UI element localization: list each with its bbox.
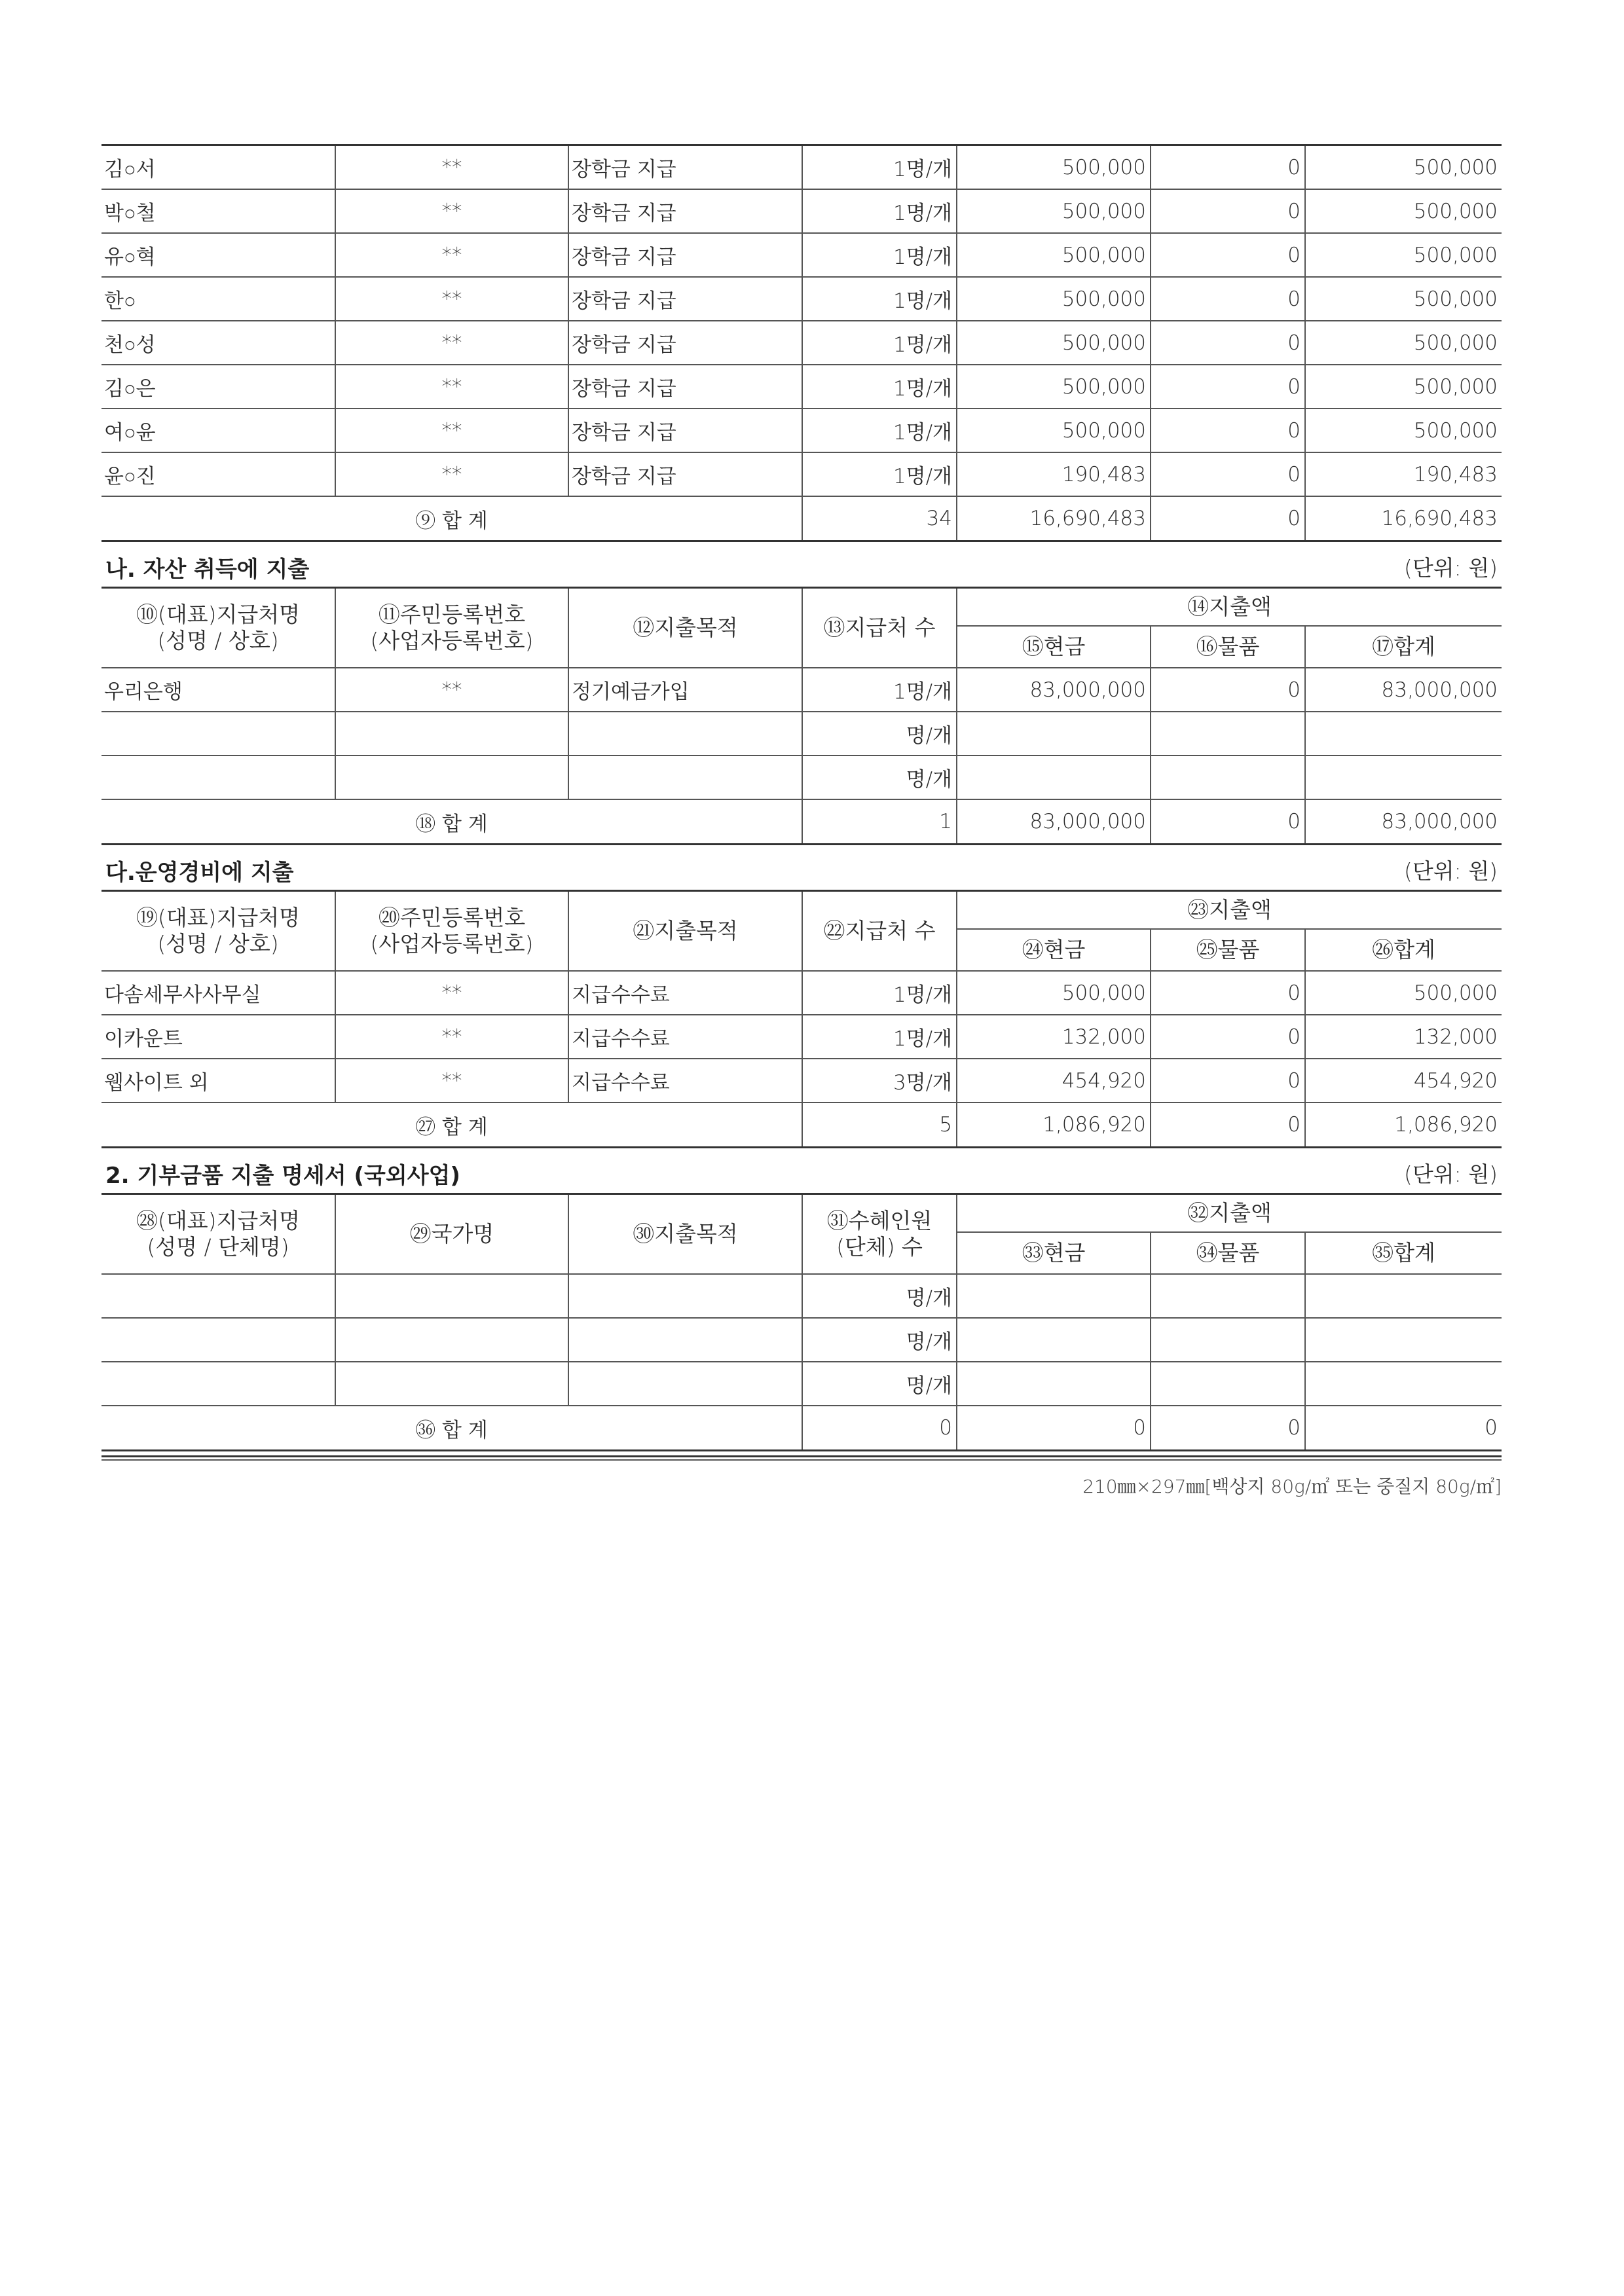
regno-cell: ** bbox=[335, 1059, 568, 1102]
table-row bbox=[101, 321, 1502, 365]
payee-cell: 윤○진 bbox=[101, 452, 335, 496]
purpose-cell: 장학금 지급 bbox=[568, 321, 802, 365]
goods-cell bbox=[1151, 1362, 1305, 1406]
sum-total: 83,000,000 bbox=[1305, 799, 1502, 845]
payee-cell: 김○서 bbox=[101, 145, 335, 190]
sum-row bbox=[101, 1102, 1502, 1148]
sum-total: 0 bbox=[1305, 1406, 1502, 1451]
payee-cell: 유○혁 bbox=[101, 233, 335, 277]
purpose-cell: 장학금 지급 bbox=[568, 189, 802, 233]
sum-goods: 0 bbox=[1151, 1102, 1305, 1148]
cash-cell: 190,483 bbox=[957, 452, 1151, 496]
overseas-header-cash: ㉝현금 bbox=[957, 1232, 1151, 1274]
goods-cell: 0 bbox=[1151, 321, 1305, 365]
cash-cell: 454,920 bbox=[957, 1059, 1151, 1102]
cash-cell: 500,000 bbox=[957, 189, 1151, 233]
document-sheet bbox=[101, 144, 1502, 1500]
overseas-header-count: ㉛수혜인원 (단체) 수 bbox=[802, 1194, 957, 1275]
regno-cell: ** bbox=[335, 277, 568, 321]
payee-cell bbox=[101, 1274, 335, 1318]
goods-cell: 0 bbox=[1151, 365, 1305, 409]
count-cell: 1명/개 bbox=[802, 145, 957, 190]
goods-cell bbox=[1151, 756, 1305, 799]
operating-header-regno: ⑳주민등록번호 (사업자등록번호) bbox=[335, 891, 568, 972]
payee-cell: 한○ bbox=[101, 277, 335, 321]
operating-header-goods: ㉕물품 bbox=[1151, 929, 1305, 971]
cash-cell: 500,000 bbox=[957, 233, 1151, 277]
goods-cell: 0 bbox=[1151, 189, 1305, 233]
overseas-header-amount: ㉜지출액 bbox=[957, 1194, 1502, 1233]
count-cell: 1명/개 bbox=[802, 189, 957, 233]
asset-header-amount: ⑭지출액 bbox=[957, 588, 1502, 627]
operating-header-purpose: ㉑지출목적 bbox=[568, 891, 802, 972]
table-row bbox=[101, 1274, 1502, 1318]
purpose-cell bbox=[568, 712, 802, 756]
count-cell: 명/개 bbox=[802, 1274, 957, 1318]
asset-acquisition-table bbox=[101, 587, 1502, 845]
payee-cell: 웹사이트 외 bbox=[101, 1059, 335, 1102]
asset-section-title: 나. 자산 취득에 지출 bbox=[105, 556, 310, 583]
domestic-payments-table bbox=[101, 144, 1502, 542]
sum-row bbox=[101, 799, 1502, 845]
table-row bbox=[101, 233, 1502, 277]
payee-cell bbox=[101, 756, 335, 799]
goods-cell: 0 bbox=[1151, 1059, 1305, 1102]
count-cell: 1명/개 bbox=[802, 321, 957, 365]
count-cell: 명/개 bbox=[802, 1318, 957, 1362]
total-cell: 83,000,000 bbox=[1305, 668, 1502, 712]
table-row bbox=[101, 756, 1502, 799]
payee-cell: 우리은행 bbox=[101, 668, 335, 712]
goods-cell bbox=[1151, 1274, 1305, 1318]
cash-cell: 132,000 bbox=[957, 1015, 1151, 1059]
overseas-header-country: ㉙국가명 bbox=[335, 1194, 568, 1275]
sum-row bbox=[101, 496, 1502, 541]
cash-cell: 500,000 bbox=[957, 145, 1151, 190]
sum-label: ㉗ 합 계 bbox=[101, 1102, 802, 1148]
sum-label: ㊱ 합 계 bbox=[101, 1406, 802, 1451]
purpose-cell bbox=[568, 1362, 802, 1406]
regno-cell: ** bbox=[335, 668, 568, 712]
asset-header-count: ⑬지급처 수 bbox=[802, 588, 957, 668]
total-cell: 500,000 bbox=[1305, 189, 1502, 233]
overseas-section-title: 2. 기부금품 지출 명세서 (국외사업) bbox=[105, 1163, 460, 1189]
purpose-cell: 장학금 지급 bbox=[568, 409, 802, 452]
cash-cell bbox=[957, 756, 1151, 799]
payee-cell bbox=[101, 712, 335, 756]
sum-cash: 16,690,483 bbox=[957, 496, 1151, 541]
table-row bbox=[101, 365, 1502, 409]
asset-header-cash: ⑮현금 bbox=[957, 626, 1151, 668]
table-row bbox=[101, 189, 1502, 233]
overseas-header-goods: ㉞물품 bbox=[1151, 1232, 1305, 1274]
total-cell: 500,000 bbox=[1305, 277, 1502, 321]
asset-header-total: ⑰합계 bbox=[1305, 626, 1502, 668]
cash-cell: 83,000,000 bbox=[957, 668, 1151, 712]
cash-cell bbox=[957, 1318, 1151, 1362]
regno-cell: ** bbox=[335, 1015, 568, 1059]
purpose-cell: 장학금 지급 bbox=[568, 365, 802, 409]
payee-cell: 이카운트 bbox=[101, 1015, 335, 1059]
goods-cell: 0 bbox=[1151, 668, 1305, 712]
purpose-cell: 지급수수료 bbox=[568, 1015, 802, 1059]
table-row bbox=[101, 668, 1502, 712]
purpose-cell bbox=[568, 1274, 802, 1318]
purpose-cell: 장학금 지급 bbox=[568, 233, 802, 277]
count-cell: 1명/개 bbox=[802, 452, 957, 496]
regno-cell: ** bbox=[335, 189, 568, 233]
operating-expense-table bbox=[101, 890, 1502, 1148]
operating-section-title: 다.운영경비에 지출 bbox=[105, 860, 294, 886]
country-cell bbox=[335, 1318, 568, 1362]
goods-cell bbox=[1151, 712, 1305, 756]
total-cell: 500,000 bbox=[1305, 365, 1502, 409]
sum-goods: 0 bbox=[1151, 799, 1305, 845]
cash-cell: 500,000 bbox=[957, 277, 1151, 321]
country-cell bbox=[335, 1362, 568, 1406]
asset-unit-label: (단위: 원) bbox=[1404, 555, 1498, 581]
sum-label: ⑨ 합 계 bbox=[101, 496, 802, 541]
sum-goods: 0 bbox=[1151, 1406, 1305, 1451]
sum-label: ⑱ 합 계 bbox=[101, 799, 802, 845]
total-cell: 500,000 bbox=[1305, 233, 1502, 277]
total-cell: 454,920 bbox=[1305, 1059, 1502, 1102]
table-row bbox=[101, 409, 1502, 452]
operating-section-heading bbox=[101, 845, 1502, 890]
table-row bbox=[101, 1059, 1502, 1102]
total-cell: 132,000 bbox=[1305, 1015, 1502, 1059]
asset-section-heading bbox=[101, 542, 1502, 587]
table-row bbox=[101, 277, 1502, 321]
asset-header-goods: ⑯물품 bbox=[1151, 626, 1305, 668]
goods-cell: 0 bbox=[1151, 233, 1305, 277]
asset-header-payee: ⑩(대표)지급처명 (성명 / 상호) bbox=[101, 588, 335, 668]
operating-header-count: ㉒지급처 수 bbox=[802, 891, 957, 972]
sum-count: 0 bbox=[802, 1406, 957, 1451]
count-cell: 1명/개 bbox=[802, 668, 957, 712]
regno-cell: ** bbox=[335, 452, 568, 496]
sum-count: 1 bbox=[802, 799, 957, 845]
sum-count: 5 bbox=[802, 1102, 957, 1148]
goods-cell bbox=[1151, 1318, 1305, 1362]
operating-header-amount: ㉓지출액 bbox=[957, 891, 1502, 930]
total-cell bbox=[1305, 756, 1502, 799]
regno-cell: ** bbox=[335, 971, 568, 1015]
count-cell: 1명/개 bbox=[802, 365, 957, 409]
regno-cell: ** bbox=[335, 233, 568, 277]
regno-cell: ** bbox=[335, 365, 568, 409]
regno-cell: ** bbox=[335, 409, 568, 452]
total-cell: 500,000 bbox=[1305, 321, 1502, 365]
cash-cell: 500,000 bbox=[957, 321, 1151, 365]
total-cell bbox=[1305, 712, 1502, 756]
goods-cell: 0 bbox=[1151, 971, 1305, 1015]
table-row bbox=[101, 452, 1502, 496]
country-cell bbox=[335, 1274, 568, 1318]
total-cell bbox=[1305, 1318, 1502, 1362]
regno-cell: ** bbox=[335, 321, 568, 365]
payee-cell: 박○철 bbox=[101, 189, 335, 233]
cash-cell: 500,000 bbox=[957, 365, 1151, 409]
count-cell: 1명/개 bbox=[802, 277, 957, 321]
table-row bbox=[101, 1318, 1502, 1362]
cash-cell bbox=[957, 1362, 1151, 1406]
count-cell: 명/개 bbox=[802, 712, 957, 756]
overseas-section-heading bbox=[101, 1148, 1502, 1193]
payee-cell bbox=[101, 1318, 335, 1362]
overseas-header-purpose: ㉚지출목적 bbox=[568, 1194, 802, 1275]
purpose-cell: 지급수수료 bbox=[568, 971, 802, 1015]
table-row bbox=[101, 145, 1502, 190]
asset-header-purpose: ⑫지출목적 bbox=[568, 588, 802, 668]
total-cell: 190,483 bbox=[1305, 452, 1502, 496]
asset-header-regno: ⑪주민등록번호 (사업자등록번호) bbox=[335, 588, 568, 668]
goods-cell: 0 bbox=[1151, 409, 1305, 452]
count-cell: 3명/개 bbox=[802, 1059, 957, 1102]
sum-total: 16,690,483 bbox=[1305, 496, 1502, 541]
cash-cell: 500,000 bbox=[957, 971, 1151, 1015]
regno-cell bbox=[335, 712, 568, 756]
payee-cell: 여○윤 bbox=[101, 409, 335, 452]
operating-header-cash: ㉔현금 bbox=[957, 929, 1151, 971]
purpose-cell bbox=[568, 756, 802, 799]
regno-cell bbox=[335, 756, 568, 799]
purpose-cell: 장학금 지급 bbox=[568, 277, 802, 321]
payee-cell: 김○은 bbox=[101, 365, 335, 409]
paper-spec-note: 210㎜×297㎜[백상지 80g/㎡ 또는 중질지 80g/㎡] bbox=[1082, 1476, 1502, 1497]
total-cell: 500,000 bbox=[1305, 409, 1502, 452]
goods-cell: 0 bbox=[1151, 1015, 1305, 1059]
operating-header-total: ㉖합계 bbox=[1305, 929, 1502, 971]
cash-cell: 500,000 bbox=[957, 409, 1151, 452]
purpose-cell: 장학금 지급 bbox=[568, 452, 802, 496]
table-row bbox=[101, 1362, 1502, 1406]
operating-header-payee: ⑲(대표)지급처명 (성명 / 상호) bbox=[101, 891, 335, 972]
purpose-cell: 정기예금가입 bbox=[568, 668, 802, 712]
count-cell: 명/개 bbox=[802, 1362, 957, 1406]
count-cell: 명/개 bbox=[802, 756, 957, 799]
footer-rule bbox=[101, 1455, 1502, 1457]
table-row bbox=[101, 971, 1502, 1015]
purpose-cell: 지급수수료 bbox=[568, 1059, 802, 1102]
sum-count: 34 bbox=[802, 496, 957, 541]
purpose-cell bbox=[568, 1318, 802, 1362]
sum-cash: 1,086,920 bbox=[957, 1102, 1151, 1148]
count-cell: 1명/개 bbox=[802, 233, 957, 277]
total-cell bbox=[1305, 1274, 1502, 1318]
goods-cell: 0 bbox=[1151, 452, 1305, 496]
sum-row bbox=[101, 1406, 1502, 1451]
sum-cash: 83,000,000 bbox=[957, 799, 1151, 845]
overseas-header-payee: ㉘(대표)지급처명 (성명 / 단체명) bbox=[101, 1194, 335, 1275]
payee-cell: 천○성 bbox=[101, 321, 335, 365]
sum-cash: 0 bbox=[957, 1406, 1151, 1451]
cash-cell bbox=[957, 1274, 1151, 1318]
sum-goods: 0 bbox=[1151, 496, 1305, 541]
overseas-unit-label: (단위: 원) bbox=[1404, 1161, 1498, 1187]
count-cell: 1명/개 bbox=[802, 971, 957, 1015]
operating-unit-label: (단위: 원) bbox=[1404, 858, 1498, 884]
table-row bbox=[101, 712, 1502, 756]
regno-cell: ** bbox=[335, 145, 568, 190]
overseas-header-total: ㉟합계 bbox=[1305, 1232, 1502, 1274]
count-cell: 1명/개 bbox=[802, 409, 957, 452]
cash-cell bbox=[957, 712, 1151, 756]
payee-cell: 다솜세무사사무실 bbox=[101, 971, 335, 1015]
purpose-cell: 장학금 지급 bbox=[568, 145, 802, 190]
table-row bbox=[101, 1015, 1502, 1059]
total-cell: 500,000 bbox=[1305, 145, 1502, 190]
payee-cell bbox=[101, 1362, 335, 1406]
sum-total: 1,086,920 bbox=[1305, 1102, 1502, 1148]
total-cell: 500,000 bbox=[1305, 971, 1502, 1015]
goods-cell: 0 bbox=[1151, 145, 1305, 190]
overseas-expense-table bbox=[101, 1193, 1502, 1451]
goods-cell: 0 bbox=[1151, 277, 1305, 321]
total-cell bbox=[1305, 1362, 1502, 1406]
count-cell: 1명/개 bbox=[802, 1015, 957, 1059]
